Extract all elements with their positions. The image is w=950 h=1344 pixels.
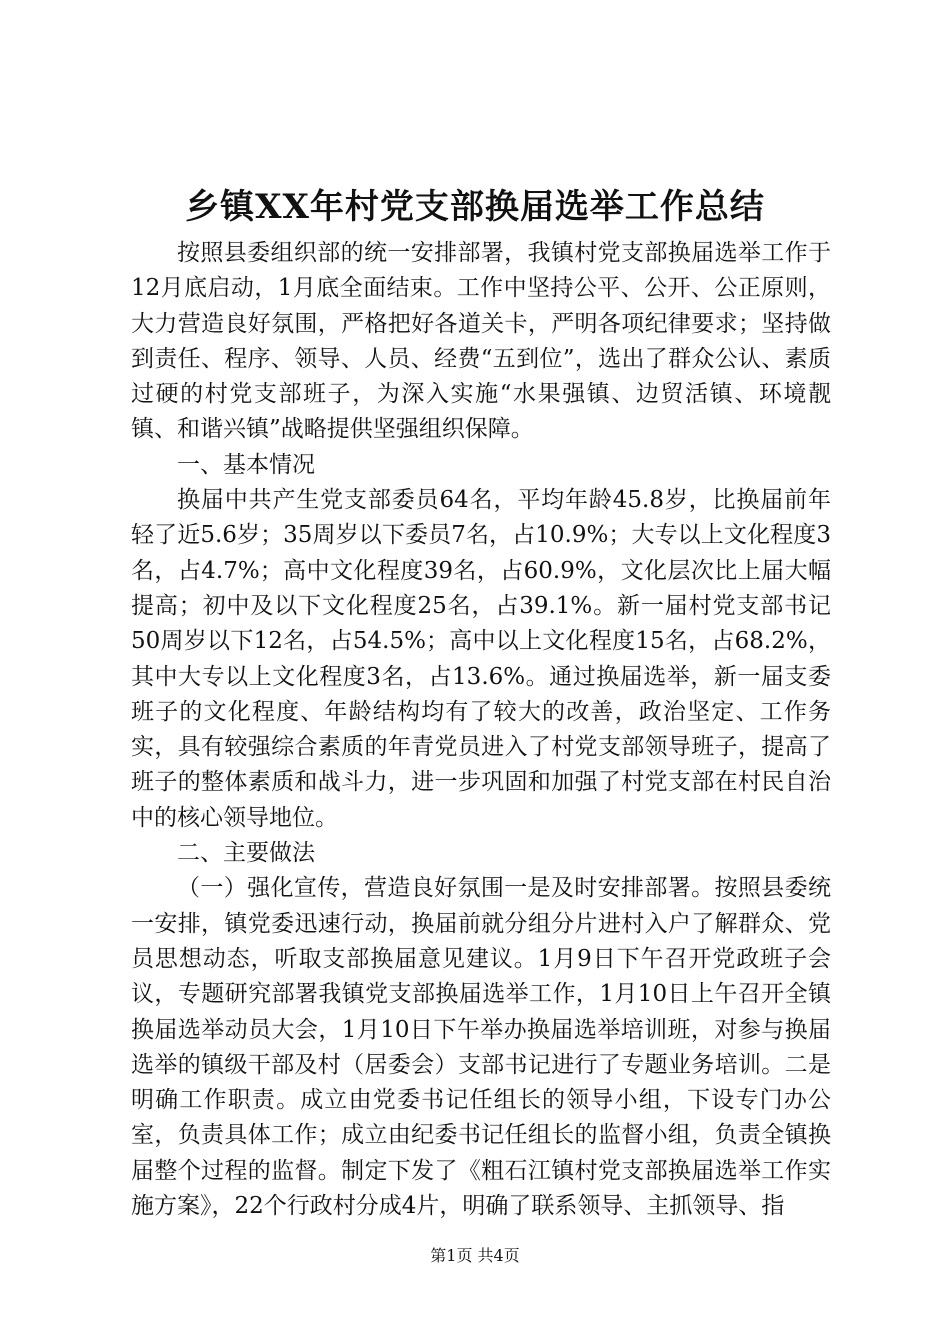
section-heading-main-practices: 二、主要做法 [177, 840, 315, 867]
document-title: 乡镇XX年村党支部换届选举工作总结 [185, 187, 765, 227]
page-footer: 第1页 共4页 [430, 1246, 520, 1265]
main-practices-paragraph: （一）强化宣传，营造良好氛围一是及时安排部署。按照县委统一安排，镇党委迅速行动，换届前就分组分片进村入户了解群众、党员思想动态，听取支部换届意见建议。1月9日下午召开党政班子会议，专题研究部署我镇党支部换届选举工作，1月10日上午召开全镇换届选举动员大会，1月10日下午举办换届选举培训班，对参与换届选举的镇级干部及村（居委会）支部书记进行了专题业务培训。二是明确工作职责。成立由党委书记任组长的领导小组，下设专门办公室，负责具体工作；成立由纪委书记任组长的监督小组，负责全镇换届整个过程的监督。制定下发了《粗石江镇村党支部换届选举工作实施方案》，22个行政村分成4片，明确了联系领导、主抓领导、指 [131, 875, 831, 1220]
basic-situation-paragraph: 换届中共产生党支部委员64名，平均年龄45.8岁，比换届前年轻了近5.6岁；35周岁以下委员7名，占10.9%；大专以上文化程度3名，占4.7%；高中文化程度39名，占60.9%，文化层次比上届大幅提高；初中及以下文化程度25名，占39.1%。新一届村党支部书记50周岁以下12名，占54.5%；高中以上文化程度15名，占68.2%，其中大专以上文化程度3名，占13.6%。通过换届选举，新一届支委班子的文化程度、年龄结构均有了较大的改善，政治坚定、工作务实，具有较强综合素质的年青党员进入了村党支部领导班子，提高了班子的整体素质和战斗力，进一步巩固和加强了村党支部在村民自治中的核心领导地位。 [131, 487, 831, 831]
section-heading-basic-situation: 一、基本情况 [177, 451, 315, 478]
intro-paragraph: 按照县委组织部的统一安排部署，我镇村党支部换届选举工作于12月底启动，1月底全面结束。工作中坚持公平、公开、公正原则，大力营造良好氛围，严格把好各道关卡，严明各项纪律要求；坚持做到责任、程序、领导、人员、经费“五到位”，选出了群众公认、素质过硬的村党支部班子，为深入实施“水果强镇、边贸活镇、环境靓镇、和谐兴镇”战略提供坚强组织保障。 [131, 240, 831, 443]
document-body [131, 236, 831, 1224]
